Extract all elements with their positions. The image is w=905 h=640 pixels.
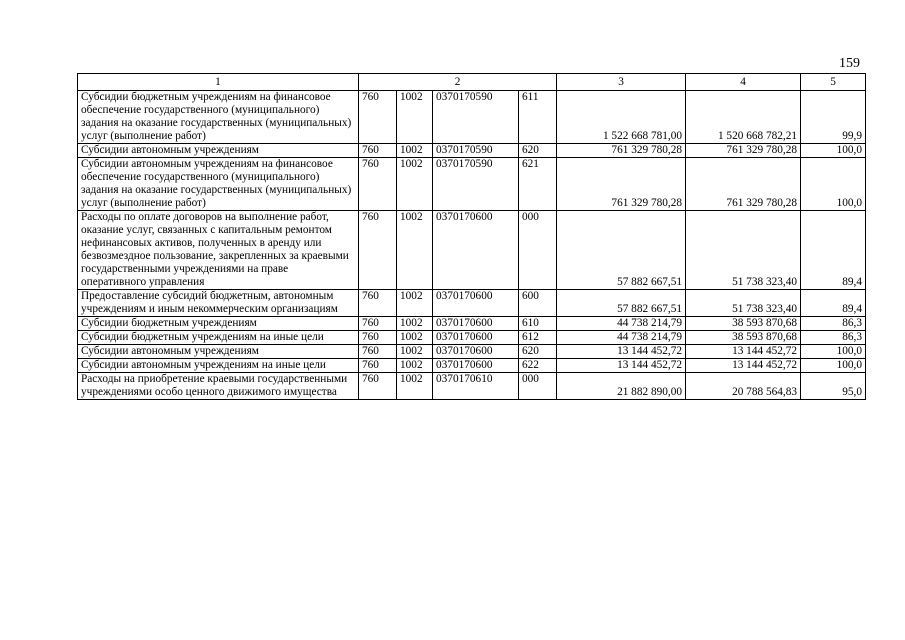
row-name: Субсидии бюджетным учреждениям <box>78 317 359 331</box>
table-row <box>78 290 866 317</box>
row-value-percent: 86,3 <box>801 317 866 331</box>
table-row <box>78 373 866 400</box>
row-value-actual: 761 329 780,28 <box>686 144 801 158</box>
row-code-section: 1002 <box>397 331 433 345</box>
row-code-target: 0370170590 <box>433 144 519 158</box>
table-row <box>78 317 866 331</box>
row-value-percent: 95,0 <box>801 373 866 400</box>
row-value-actual: 1 520 668 782,21 <box>686 91 801 144</box>
header-cell-3: 3 <box>557 74 686 91</box>
row-code-ministry: 760 <box>359 290 397 317</box>
row-value-plan: 21 882 890,00 <box>557 373 686 400</box>
table-row <box>78 144 866 158</box>
row-code-type: 600 <box>519 290 557 317</box>
row-code-ministry: 760 <box>359 359 397 373</box>
row-value-percent: 100,0 <box>801 359 866 373</box>
row-name: Предоставление субсидий бюджетным, автономным учреждениям и иным некоммерческим организациям <box>78 290 359 317</box>
row-value-actual: 38 593 870,68 <box>686 317 801 331</box>
header-cell-5: 5 <box>801 74 866 91</box>
row-code-type: 000 <box>519 373 557 400</box>
row-value-percent: 86,3 <box>801 331 866 345</box>
row-code-ministry: 760 <box>359 373 397 400</box>
row-code-target: 0370170590 <box>433 158 519 211</box>
row-value-actual: 38 593 870,68 <box>686 331 801 345</box>
row-value-actual: 13 144 452,72 <box>686 345 801 359</box>
row-name: Субсидии автономным учреждениям на иные цели <box>78 359 359 373</box>
row-value-plan: 13 144 452,72 <box>557 359 686 373</box>
row-code-section: 1002 <box>397 91 433 144</box>
row-code-ministry: 760 <box>359 144 397 158</box>
row-value-percent: 100,0 <box>801 144 866 158</box>
row-code-section: 1002 <box>397 373 433 400</box>
row-code-target: 0370170590 <box>433 91 519 144</box>
row-value-plan: 1 522 668 781,00 <box>557 91 686 144</box>
row-name: Субсидии автономным учреждениям <box>78 144 359 158</box>
header-cell-1: 1 <box>78 74 359 91</box>
row-code-target: 0370170610 <box>433 373 519 400</box>
row-code-section: 1002 <box>397 290 433 317</box>
table-row <box>78 359 866 373</box>
row-code-target: 0370170600 <box>433 211 519 290</box>
row-value-actual: 13 144 452,72 <box>686 359 801 373</box>
row-value-percent: 89,4 <box>801 290 866 317</box>
page-number: 159 <box>839 56 860 71</box>
row-value-percent: 89,4 <box>801 211 866 290</box>
row-code-type: 621 <box>519 158 557 211</box>
row-name: Расходы по оплате договоров на выполнение работ, оказание услуг, связанных с капитальным ремонтом нефинансовых активов, полученных в аренду или безвозмездное пользование, закрепленных за краевыми государственными учреждениями на праве оперативного управления <box>78 211 359 290</box>
table-row <box>78 345 866 359</box>
row-code-type: 610 <box>519 317 557 331</box>
row-code-ministry: 760 <box>359 211 397 290</box>
row-name: Субсидии бюджетным учреждениям на финансовое обеспечение государственного (муниципального) задания на оказание государственных (муниципальных) услуг (выполнение работ) <box>78 91 359 144</box>
row-value-actual: 20 788 564,83 <box>686 373 801 400</box>
row-code-target: 0370170600 <box>433 290 519 317</box>
row-code-ministry: 760 <box>359 158 397 211</box>
row-value-plan: 13 144 452,72 <box>557 345 686 359</box>
table-row <box>78 158 866 211</box>
table-row <box>78 331 866 345</box>
row-code-type: 612 <box>519 331 557 345</box>
row-code-ministry: 760 <box>359 317 397 331</box>
table-header-row <box>78 74 866 91</box>
row-code-type: 620 <box>519 345 557 359</box>
row-code-type: 000 <box>519 211 557 290</box>
row-name: Субсидии бюджетным учреждениям на иные цели <box>78 331 359 345</box>
row-code-type: 622 <box>519 359 557 373</box>
row-name: Субсидии автономным учреждениям <box>78 345 359 359</box>
header-cell-2: 2 <box>359 74 557 91</box>
row-value-plan: 761 329 780,28 <box>557 158 686 211</box>
row-code-target: 0370170600 <box>433 359 519 373</box>
header-cell-4: 4 <box>686 74 801 91</box>
row-code-ministry: 760 <box>359 345 397 359</box>
row-code-section: 1002 <box>397 211 433 290</box>
row-code-target: 0370170600 <box>433 317 519 331</box>
row-name: Субсидии автономным учреждениям на финансовое обеспечение государственного (муниципального) задания на оказание государственных (муниципальных) услуг (выполнение работ) <box>78 158 359 211</box>
row-value-plan: 44 738 214,79 <box>557 317 686 331</box>
row-value-plan: 57 882 667,51 <box>557 290 686 317</box>
row-value-actual: 51 738 323,40 <box>686 290 801 317</box>
table-row <box>78 91 866 144</box>
row-code-section: 1002 <box>397 158 433 211</box>
row-value-percent: 99,9 <box>801 91 866 144</box>
row-value-plan: 761 329 780,28 <box>557 144 686 158</box>
row-value-actual: 51 738 323,40 <box>686 211 801 290</box>
row-code-section: 1002 <box>397 317 433 331</box>
row-code-type: 620 <box>519 144 557 158</box>
row-code-target: 0370170600 <box>433 331 519 345</box>
row-name: Расходы на приобретение краевыми государственными учреждениями особо ценного движимого имущества <box>78 373 359 400</box>
row-value-actual: 761 329 780,28 <box>686 158 801 211</box>
row-code-section: 1002 <box>397 345 433 359</box>
row-value-percent: 100,0 <box>801 345 866 359</box>
row-value-plan: 44 738 214,79 <box>557 331 686 345</box>
table-row <box>78 211 866 290</box>
row-code-ministry: 760 <box>359 91 397 144</box>
row-value-plan: 57 882 667,51 <box>557 211 686 290</box>
row-code-ministry: 760 <box>359 331 397 345</box>
row-code-section: 1002 <box>397 144 433 158</box>
row-code-section: 1002 <box>397 359 433 373</box>
budget-table <box>77 73 866 400</box>
row-code-type: 611 <box>519 91 557 144</box>
row-code-target: 0370170600 <box>433 345 519 359</box>
row-value-percent: 100,0 <box>801 158 866 211</box>
